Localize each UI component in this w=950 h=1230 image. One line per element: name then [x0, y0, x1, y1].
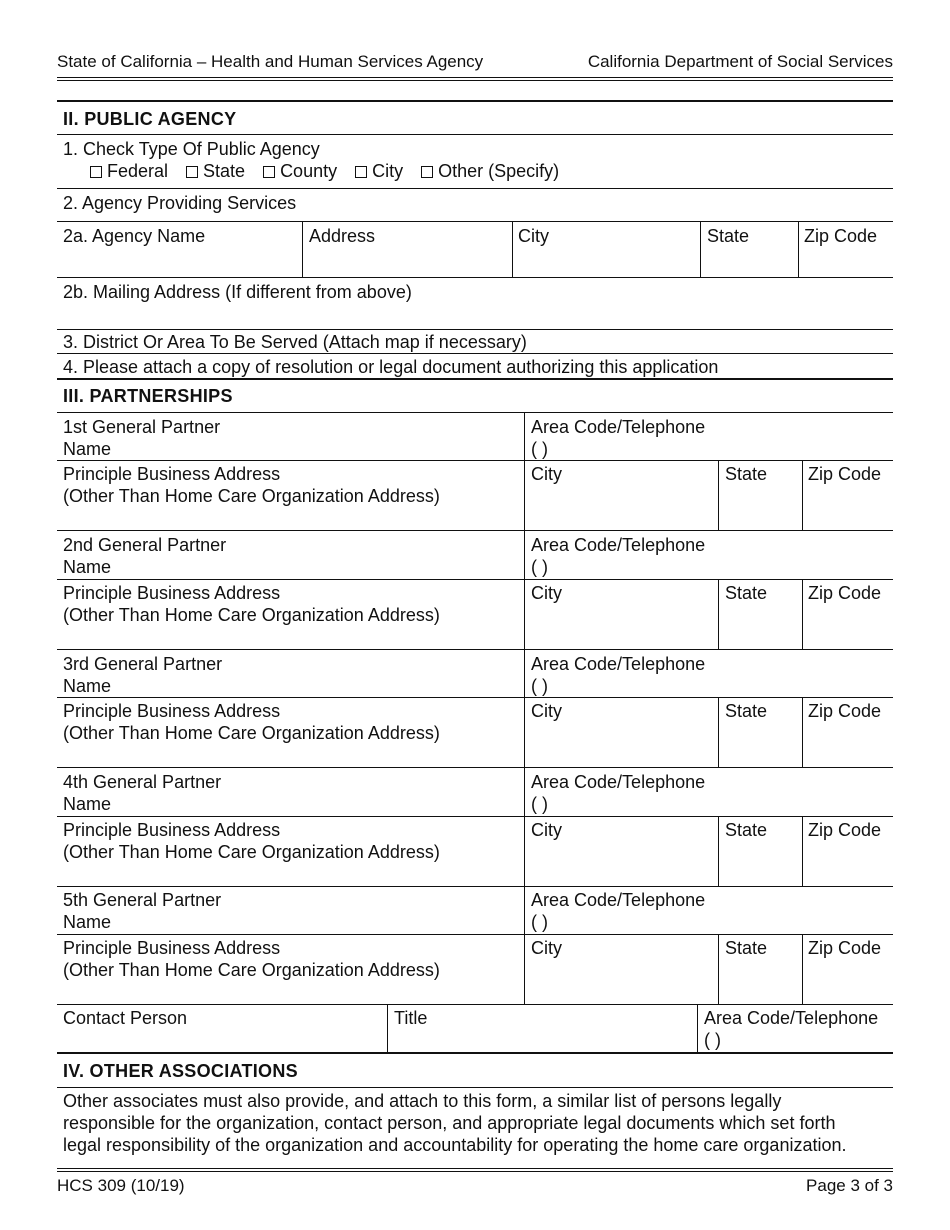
partner-zip-field[interactable]: Zip Code	[808, 820, 882, 840]
section-3-title: III. PARTNERSHIPS	[63, 386, 233, 406]
partner-city-field[interactable]: City	[531, 938, 562, 958]
contact-phone-label: Area Code/Telephone	[704, 1008, 879, 1028]
divider	[697, 1004, 698, 1052]
divider	[718, 934, 719, 1004]
partner-address-note: (Other Than Home Care Organization Address)	[63, 842, 440, 862]
q4-resolution-note: 4. Please attach a copy of resolution or legal document authorizing this application	[63, 357, 719, 377]
divider	[57, 277, 893, 278]
divider	[718, 579, 719, 649]
partner-address-label: Principle Business Address	[63, 938, 281, 958]
header-rule-2	[57, 80, 893, 81]
agency-address-field[interactable]: Address	[309, 226, 376, 246]
partner-address-note: (Other Than Home Care Organization Address)	[63, 486, 440, 506]
partner-label: 3rd General Partner	[63, 654, 223, 674]
section-4-text-line: legal responsibility of the organization and accountability for operating the home care organization.	[63, 1135, 847, 1155]
option-federal[interactable]: Federal	[90, 161, 168, 181]
partner-address-label: Principle Business Address	[63, 820, 281, 840]
q1-label: 1. Check Type Of Public Agency	[63, 139, 320, 159]
divider	[57, 1052, 893, 1054]
partner-zip-field[interactable]: Zip Code	[808, 583, 882, 603]
partner-phone-field[interactable]: ( )	[531, 794, 548, 814]
partner-address-note: (Other Than Home Care Organization Address)	[63, 960, 440, 980]
page-footer	[57, 1176, 893, 1196]
divider	[718, 816, 719, 886]
divider	[802, 934, 803, 1004]
agency-type-options	[90, 160, 559, 182]
partner-address-label: Principle Business Address	[63, 701, 281, 721]
divider	[700, 221, 701, 277]
checkbox-icon[interactable]	[90, 166, 102, 178]
partner-name-field[interactable]: Name	[63, 794, 112, 814]
partner-city-field[interactable]: City	[531, 701, 562, 721]
divider	[57, 886, 893, 887]
divider	[512, 221, 513, 277]
partner-state-field[interactable]: State	[725, 583, 768, 603]
partner-label: 5th General Partner	[63, 890, 222, 910]
partner-city-field[interactable]: City	[531, 820, 562, 840]
partner-phone-field[interactable]: ( )	[531, 912, 548, 932]
divider	[57, 412, 893, 413]
header-department: California Department of Social Services	[587, 52, 893, 71]
header-rule	[57, 77, 893, 78]
divider	[57, 649, 893, 650]
checkbox-icon[interactable]	[355, 166, 367, 178]
partner-name-field[interactable]: Name	[63, 912, 112, 932]
header-agency: State of California – Health and Human Services Agency	[57, 52, 484, 71]
divider	[57, 1004, 893, 1005]
divider	[57, 221, 893, 222]
partner-label: 4th General Partner	[63, 772, 222, 792]
agency-name-field[interactable]: 2a. Agency Name	[63, 226, 206, 246]
divider	[57, 530, 893, 531]
agency-city-field[interactable]: City	[518, 226, 549, 246]
divider	[57, 697, 893, 698]
divider	[57, 767, 893, 768]
section-4-text-line: Other associates must also provide, and attach to this form, a similar list of persons legally	[63, 1091, 782, 1111]
divider	[524, 412, 525, 530]
divider	[802, 816, 803, 886]
partner-phone-label: Area Code/Telephone	[531, 772, 706, 792]
section-4-text-line: responsible for the organization, contact person, and appropriate legal documents which set forth	[63, 1113, 836, 1133]
divider	[524, 530, 525, 649]
page-number: Page 3 of 3	[806, 1176, 893, 1195]
agency-zip-field[interactable]: Zip Code	[804, 226, 878, 246]
partner-phone-label: Area Code/Telephone	[531, 654, 706, 674]
form-number: HCS 309 (10/19)	[57, 1176, 185, 1195]
checkbox-icon[interactable]	[263, 166, 275, 178]
partner-address-label: Principle Business Address	[63, 583, 281, 603]
divider	[302, 221, 303, 277]
partner-zip-field[interactable]: Zip Code	[808, 701, 882, 721]
divider	[718, 697, 719, 767]
divider	[57, 134, 893, 135]
divider	[798, 221, 799, 277]
partner-name-field[interactable]: Name	[63, 439, 112, 459]
section-2-title: II. PUBLIC AGENCY	[63, 109, 237, 129]
partner-state-field[interactable]: State	[725, 938, 768, 958]
partner-city-field[interactable]: City	[531, 583, 562, 603]
partner-phone-label: Area Code/Telephone	[531, 535, 706, 555]
partner-address-note: (Other Than Home Care Organization Address)	[63, 723, 440, 743]
partner-city-field[interactable]: City	[531, 464, 562, 484]
checkbox-icon[interactable]	[421, 166, 433, 178]
partner-zip-field[interactable]: Zip Code	[808, 464, 882, 484]
divider	[802, 460, 803, 530]
divider	[57, 579, 893, 580]
partner-phone-label: Area Code/Telephone	[531, 890, 706, 910]
divider	[57, 816, 893, 817]
partner-label: 1st General Partner	[63, 417, 221, 437]
partner-phone-label: Area Code/Telephone	[531, 417, 706, 437]
partner-phone-field[interactable]: ( )	[531, 439, 548, 459]
divider	[57, 353, 893, 354]
option-county[interactable]: County	[263, 161, 337, 181]
contact-title-field[interactable]: Title	[394, 1008, 428, 1028]
partner-address-note: (Other Than Home Care Organization Address)	[63, 605, 440, 625]
partner-phone-field[interactable]: ( )	[531, 557, 548, 577]
divider	[57, 1087, 893, 1088]
partner-phone-field[interactable]: ( )	[531, 676, 548, 696]
page-header	[57, 52, 893, 74]
divider	[57, 100, 893, 102]
divider	[802, 579, 803, 649]
divider	[718, 460, 719, 530]
section-4-title: IV. OTHER ASSOCIATIONS	[63, 1061, 298, 1081]
divider	[387, 1004, 388, 1052]
divider	[524, 886, 525, 1004]
divider	[57, 378, 893, 380]
partner-name-field[interactable]: Name	[63, 676, 112, 696]
q2-label: 2. Agency Providing Services	[63, 193, 297, 213]
partner-state-field[interactable]: State	[725, 464, 768, 484]
q3-district-field[interactable]: 3. District Or Area To Be Served (Attach map if necessary)	[63, 332, 527, 352]
checkbox-icon[interactable]	[186, 166, 198, 178]
mailing-address-field[interactable]: 2b. Mailing Address (If different from above)	[63, 282, 412, 302]
divider	[57, 188, 893, 189]
footer-rule-2	[57, 1171, 893, 1172]
divider	[57, 934, 893, 935]
partner-state-field[interactable]: State	[725, 820, 768, 840]
partner-state-field[interactable]: State	[725, 701, 768, 721]
agency-state-field[interactable]: State	[707, 226, 750, 246]
option-state[interactable]: State	[186, 161, 245, 181]
contact-phone-field[interactable]: ( )	[704, 1030, 721, 1050]
partner-label: 2nd General Partner	[63, 535, 227, 555]
divider	[57, 460, 893, 461]
divider	[57, 329, 893, 330]
footer-rule	[57, 1168, 893, 1169]
partner-zip-field[interactable]: Zip Code	[808, 938, 882, 958]
partner-name-field[interactable]: Name	[63, 557, 112, 577]
divider	[524, 767, 525, 886]
divider	[524, 649, 525, 767]
contact-person-field[interactable]: Contact Person	[63, 1008, 188, 1028]
option-other[interactable]: Other (Specify)	[421, 161, 559, 181]
option-city[interactable]: City	[355, 161, 403, 181]
partner-address-label: Principle Business Address	[63, 464, 281, 484]
divider	[802, 697, 803, 767]
